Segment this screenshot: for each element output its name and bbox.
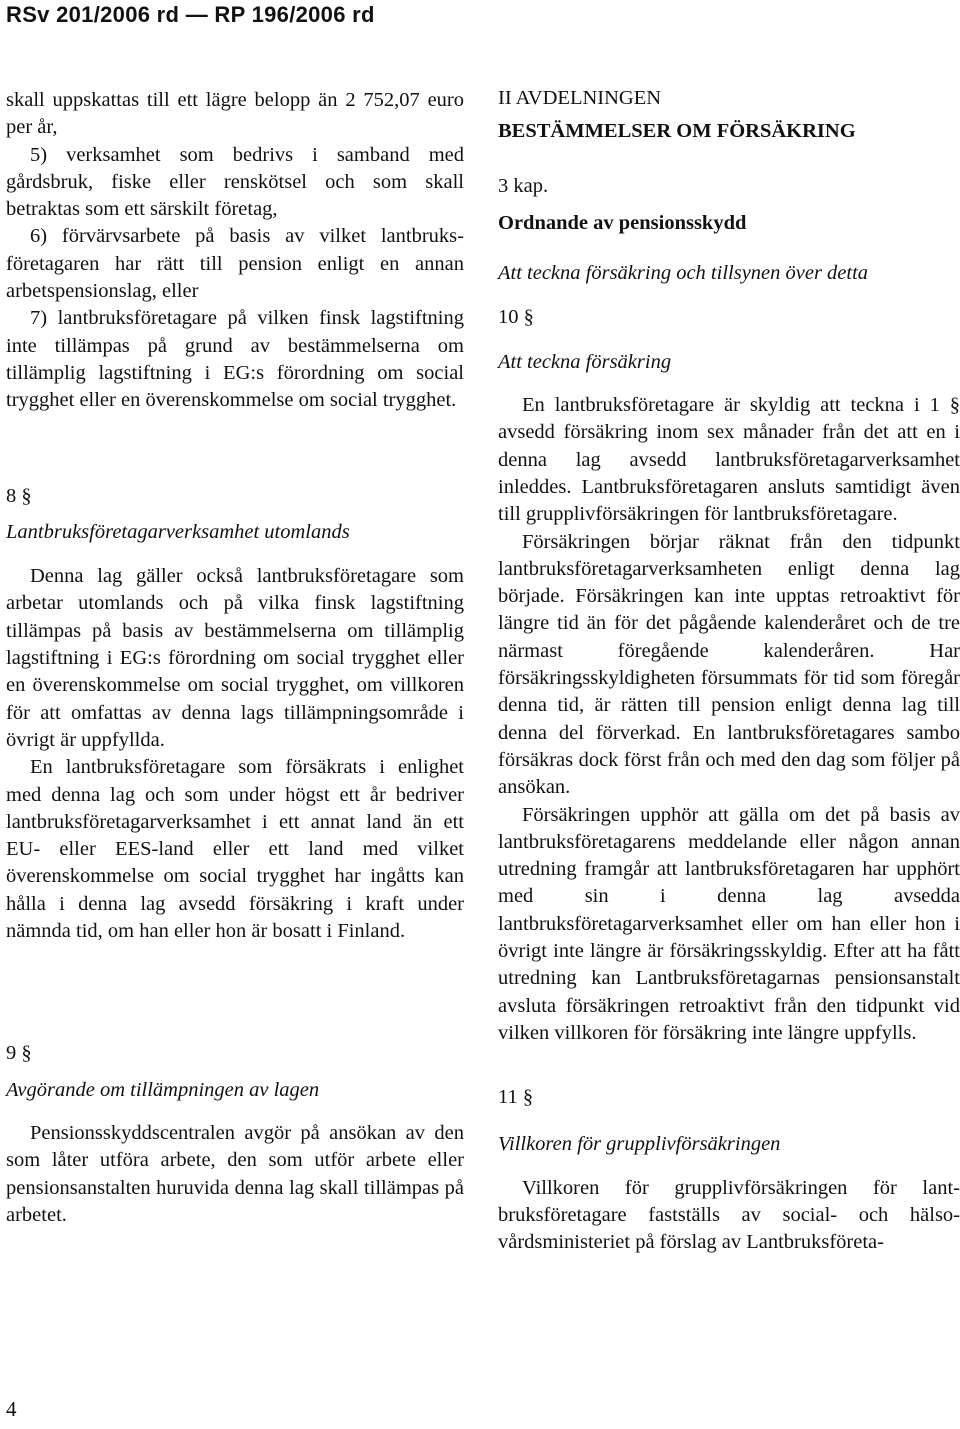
- section-number: 8 §: [6, 484, 32, 507]
- paragraph: Villkoren för grupplivförsäkringen för lantbruksföretagare fastställs av social- och hälsovårdsministeriet på förslag av Lantbruksföreta-: [498, 1176, 960, 1254]
- paragraph: Pensionsskyddscentralen avgör på ansökan av den som låter utföra arbete, den som utför arbete eller pensionsanstalten huruvida denna lag skall tillämpas på arbetet.: [6, 1121, 464, 1226]
- paragraph: En lantbruksföretagare är skyldig att teckna i 1 § avsedd försäkring inom sex månader från det att en i denna lag avsedd lantbruksföretagarverksamhet inleddes. Lantbruksföretagaren ansluts samtidigt även till grupplivförsäkringen för lantbruksföretagare.: [498, 394, 960, 526]
- section-number: 11 §: [498, 1086, 534, 1109]
- list-item: 5) verksamhet som bedrivs i samband med gårdsbruk, fiske eller renskötsel och som skall betraktas som ett särskilt företag,: [6, 143, 464, 221]
- section-number: 9 §: [6, 1042, 32, 1065]
- list-item: 7) lantbruksföretagare på vilken finsk lagstiftning inte tillämpas på grund av bestämmelserna om tillämplig lagstiftning i EG:s förordning om social trygghet eller en överenskommelse om social trygghet.: [6, 307, 464, 412]
- subheading: Att teckna försäkring och tillsynen över detta: [498, 262, 869, 285]
- page-number: 4: [6, 1397, 17, 1421]
- document-header: RSv 201/2006 rd — RP 196/2006 rd: [6, 2, 375, 27]
- paragraph: Försäkringen börjar räknat från den tidpunkt lantbruksföretagarverksamheten enligt denna lag började. Försäkringen kan inte upptas retroaktivt för längre tid än för det pågående kalenderåret och de tre närmast föregående kalenderåren. Har försäkringsskyldigheten försummats för tid som föregår denna tid, är rätten till pension enligt denna lag till denna del förverkad. En lantbruksföretagares sambo försäkras dock först från och med den dag som följer på ansökan.: [498, 530, 960, 799]
- division-title: BESTÄMMELSER OM FÖRSÄKRING: [498, 120, 856, 143]
- section-heading: Villkoren för grupplivförsäkringen: [498, 1132, 781, 1155]
- paragraph: skall uppskattas till ett lägre belopp än 2 752,07 euro per år,: [6, 89, 464, 139]
- right-column: [498, 85, 960, 1257]
- section-number: 10 §: [498, 306, 534, 329]
- section-heading: Lantbruksföretagarverksamhet utomlands: [6, 520, 350, 543]
- paragraph: Denna lag gäller också lantbruksföretagare som arbetar utomlands och på vilka finsk lagstiftning tillämpas på basis av bestämmelserna om tillämplig lagstiftning i EG:s förordning om social trygghet eller en överenskommelse om social trygghet, om villkoren för att omfattas av denna lags tillämpningsområde i övrigt är uppfyllda.: [6, 565, 464, 751]
- paragraph: En lantbruksföretagare som försäkrats i enlighet med denna lag och som under högst ett år bedriver lantbruksföretagarverksamhet i ett annat land än ett EU- eller EES-land eller ett land med vilket överenskommelse om social trygghet har ingåtts kan hålla i denna lag avsedd försäkring i kraft under nämnda tid, om han eller hon är bosatt i Finland.: [6, 756, 464, 943]
- division-label: II AVDELNINGEN: [498, 87, 662, 109]
- section-heading: Avgörande om tillämpningen av lagen: [6, 1078, 320, 1101]
- chapter-label: 3 kap.: [498, 174, 549, 197]
- left-column: [6, 87, 464, 1229]
- list-item: 6) förvärvsarbete på basis av vilket lantbruksföretagaren har rätt till pension enligt en annan arbetspensionslag, eller: [6, 225, 464, 303]
- chapter-title: Ordnande av pensionsskydd: [498, 211, 747, 234]
- paragraph: Försäkringen upphör att gälla om det på basis av lantbruksföretagarens meddelande eller någon annan utredning framgår att lantbruksföretagaren har upphört med sin i denna lag avsedda lantbruksföretagarverksamhet eller om han eller hon i övrigt inte längre är försäkringsskyldig. Efter att ha fått utredning kan Lantbruksföretagarnas pensionsanstalt avsluta försäkringen retroaktivt från den tidpunkt vid vilken villkoren för försäkring inte längre uppfylls.: [498, 803, 960, 1044]
- section-heading: Att teckna försäkring: [498, 350, 672, 373]
